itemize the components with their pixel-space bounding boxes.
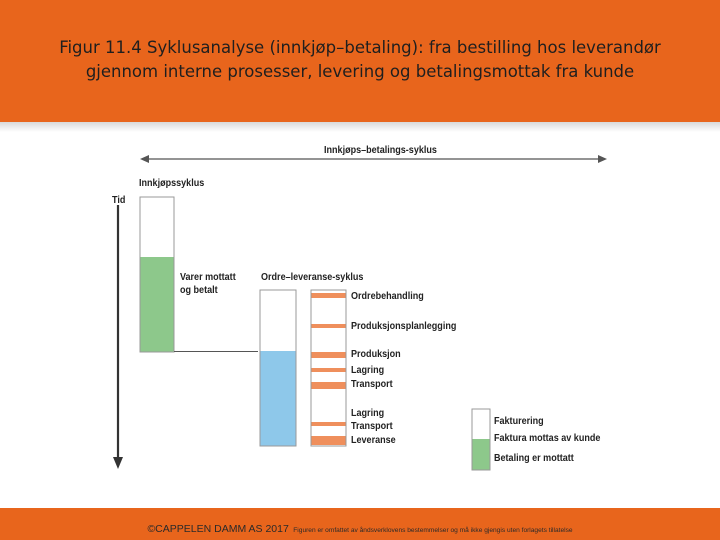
step-stripe-produksjonsplanlegging — [312, 324, 346, 328]
step-stripe-transport-1 — [312, 382, 346, 389]
payment-step-fakturering: Fakturering — [494, 415, 544, 427]
slide-title-line-1: Figur 11.4 Syklusanalyse (innkjøp–betaling): fra bestilling hos leverandør — [59, 38, 661, 57]
order-delivery-fill — [261, 351, 296, 446]
footer-copyright: ©CAPPELEN DAMM AS 2017 — [147, 523, 289, 535]
step-label-produksjonsplanlegging: Produksjonsplanlegging — [351, 320, 457, 332]
step-stripe-lagring-2 — [312, 422, 346, 426]
footer-text — [0, 519, 720, 537]
arrowhead-down-icon — [113, 457, 123, 469]
payment-received-fill — [473, 439, 490, 470]
order-delivery-cycle-title: Ordre–leveranse-syklus — [261, 271, 364, 283]
step-label-lagring-1: Lagring — [351, 364, 385, 376]
overall-cycle-label: Innkjøps–betalings-syklus — [324, 144, 437, 156]
step-label-transport-1: Transport — [351, 378, 393, 390]
footer-bar — [0, 508, 720, 540]
step-stripe-lagring-1 — [312, 368, 346, 372]
step-stripe-ordrebehandling — [312, 293, 346, 298]
step-label-leveranse: Leveranse — [351, 434, 396, 446]
step-label-transport-2: Transport — [351, 420, 393, 432]
step-label-lagring-2: Lagring — [351, 407, 385, 419]
arrowhead-left-icon — [140, 155, 149, 163]
time-axis-label: Tid — [112, 194, 126, 206]
arrowhead-right-icon — [598, 155, 607, 163]
step-label-ordrebehandling: Ordrebehandling — [351, 290, 424, 302]
purchase-cycle-title: Innkjøpssyklus — [139, 177, 205, 189]
slide-title-line-2: gjennom interne prosesser, levering og betalingsmottak fra kunde — [85, 62, 635, 81]
step-label-produksjon: Produksjon — [351, 348, 401, 360]
payment-step-faktura-mottas: Faktura mottas av kunde — [494, 432, 601, 444]
footer-notice: Figuren er omfattet av åndsverklovens bestemmelser og må ikke gjengis uten forlagets tillatelse — [293, 527, 573, 534]
step-stripe-produksjon — [312, 352, 346, 358]
goods-received-fill — [141, 257, 174, 352]
payment-step-betaling-mottatt: Betaling er mottatt — [494, 452, 574, 464]
step-stripe-leveranse — [312, 436, 346, 445]
goods-received-label: Varer mottatt og betalt — [180, 271, 236, 296]
